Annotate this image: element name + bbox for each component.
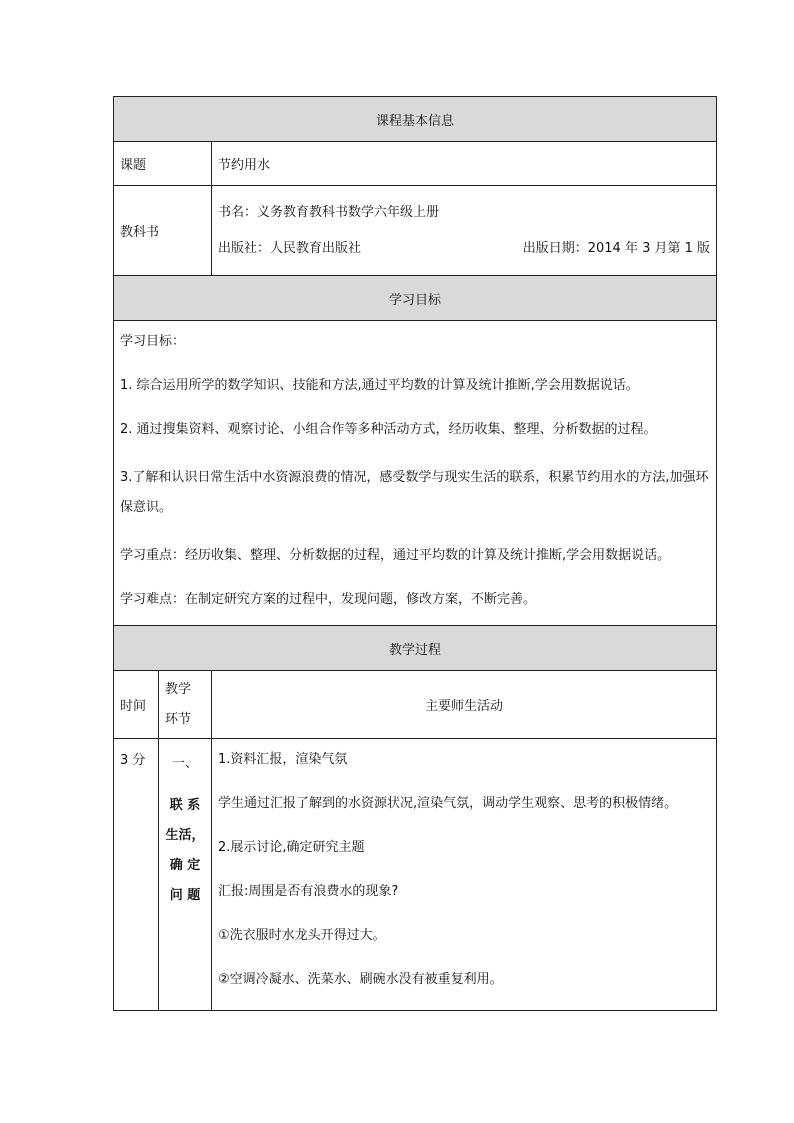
goals-body <box>120 321 710 611</box>
col-header-stage <box>159 671 212 739</box>
goal-item-3: 3.了解和认识日常生活中水资源浪费的情况，感受数学与现实生活的联系，积累节约用水的方法,加强环保意识。 <box>120 470 709 515</box>
section-header-basic-info: 课程基本信息 <box>114 97 717 142</box>
lesson-plan-table <box>113 96 717 1011</box>
difficulty-point: 学习难点：在制定研究方案的过程中，发现问题，修改方案，不断完善。 <box>120 592 537 607</box>
row-activities <box>212 739 717 1011</box>
activity-1: 1.资料汇报，渲染气氛 <box>218 752 348 767</box>
activity-2: 学生通过汇报了解到的水资源状况,渲染气氛，调动学生观察、思考的积极情绪。 <box>218 796 678 811</box>
goal-item-2: 2. 通过搜集资料、观察讨论、小组合作等多种活动方式，经历收集、整理、分析数据的过程。 <box>120 422 657 437</box>
row-time: 3 分 <box>114 739 159 1011</box>
stage-line-1: 一、 <box>171 756 198 771</box>
key-point: 学习重点：经历收集、整理、分析数据的过程，通过平均数的计算及统计推断,学会用数据说话。 <box>120 548 671 563</box>
activity-6: ②空调冷凝水、洗菜水、刷碗水没有被重复利用。 <box>218 972 503 987</box>
topic-value: 节约用水 <box>212 142 717 186</box>
col-header-stage-line1: 教学 <box>165 681 192 697</box>
textbook-info <box>212 186 717 276</box>
goals-cell <box>114 321 717 626</box>
book-name: 书名：义务教育教科书数学六年级上册 <box>218 204 440 220</box>
publisher: 出版社：人民教育出版社 <box>218 240 362 256</box>
stage-line-4: 确 定 <box>169 858 201 873</box>
publication-date: 出版日期：2014 年 3 月第 1 版 <box>522 240 711 256</box>
col-header-activity: 主要师生活动 <box>212 671 717 739</box>
col-header-stage-line2: 环节 <box>165 711 192 727</box>
textbook-label: 教科书 <box>114 186 212 276</box>
stage-line-5: 问 题 <box>169 888 201 903</box>
stage-line-2: 联 系 <box>169 798 201 813</box>
col-header-time: 时间 <box>114 671 159 739</box>
activity-3: 2.展示讨论,确定研究主题 <box>218 840 365 855</box>
activity-4: 汇报:周围是否有浪费水的现象? <box>218 884 399 899</box>
publication-row <box>218 238 710 260</box>
goals-heading: 学习目标： <box>120 334 186 349</box>
section-header-process: 教学过程 <box>114 626 717 671</box>
stage-line-3: 生活， <box>165 828 205 843</box>
row-stage <box>159 739 212 1011</box>
topic-label: 课题 <box>114 142 212 186</box>
activity-5: ①洗衣服时水龙头开得过大。 <box>218 928 386 943</box>
goal-item-1: 1. 综合运用所学的数学知识、技能和方法,通过平均数的计算及统计推断,学会用数据说话。 <box>120 378 639 393</box>
section-header-goals: 学习目标 <box>114 276 717 321</box>
